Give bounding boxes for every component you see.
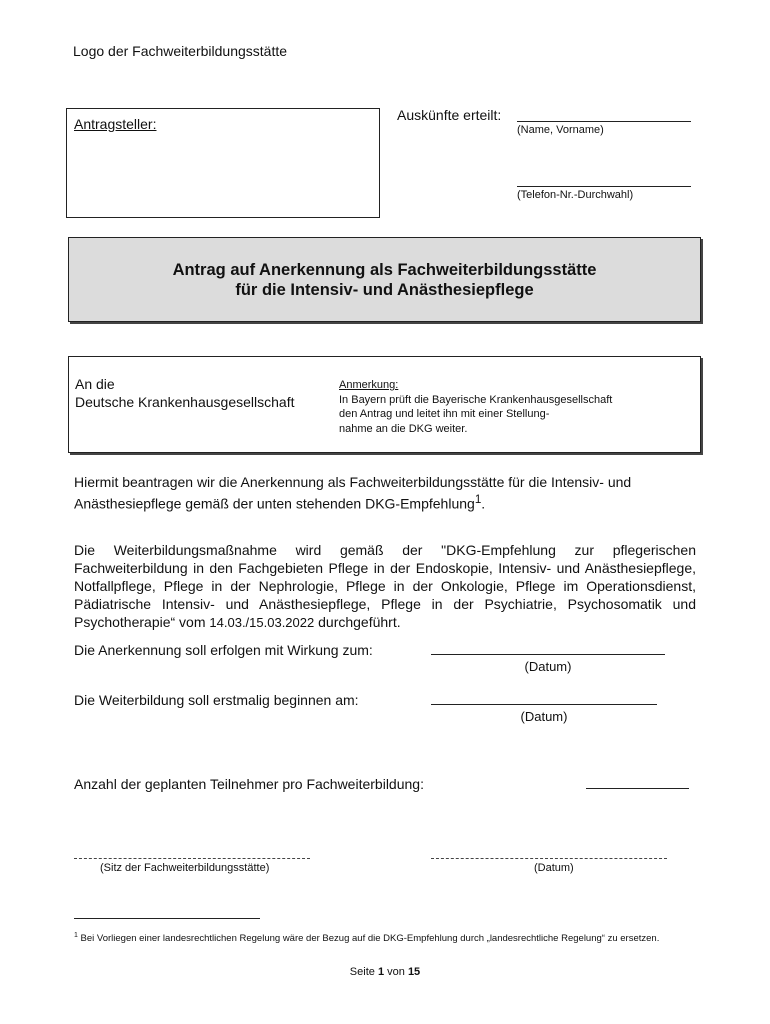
- page-current: 1: [377, 966, 385, 978]
- recipient-line-1: An die: [75, 376, 115, 392]
- recommendation-date: 14.03./15.03.2022: [209, 615, 315, 630]
- para1-end: .: [481, 495, 486, 512]
- page-number: [0, 966, 770, 978]
- page-separator: von: [387, 966, 405, 978]
- page-total: 15: [407, 966, 421, 978]
- start-date-field[interactable]: [431, 704, 657, 705]
- footnote-ref: 1: [474, 493, 482, 506]
- title-line-1: Antrag auf Anerkennung als Fachweiterbildungsstätte: [172, 260, 597, 279]
- application-paragraph: [74, 473, 696, 513]
- title-line-2: für die Intensiv- und Anästhesiepflege: [235, 280, 534, 299]
- start-date-label: Die Weiterbildung soll erstmalig beginnen am:: [74, 692, 359, 708]
- para1-text: Hiermit beantragen wir die Anerkennung als Fachweiterbildungsstätte für die Intensiv- und Anästhesiepflege gemäß der unten stehenden DKG-Empfehlung: [74, 474, 632, 512]
- recipient-box: [68, 356, 701, 453]
- recipient-line-2: Deutsche Krankenhausgesellschaft: [75, 394, 295, 410]
- note-line-1: In Bayern prüft die Bayerische Krankenhausgesellschaft: [339, 393, 613, 406]
- note-heading: Anmerkung:: [339, 379, 399, 391]
- footnote-mark: 1: [74, 932, 78, 939]
- effective-date-label: Die Anerkennung soll erfolgen mit Wirkung zum:: [74, 642, 373, 658]
- recipient-note: [339, 378, 689, 436]
- contact-phone-hint: (Telefon-Nr.-Durchwahl): [517, 189, 634, 201]
- contact-phone-field[interactable]: [517, 186, 691, 187]
- footnote-separator: [74, 918, 260, 919]
- contact-name-hint: (Name, Vorname): [517, 124, 604, 136]
- note-line-3: nahme an die DKG weiter.: [339, 422, 468, 435]
- footnote: [74, 928, 684, 946]
- contact-label: Auskünfte erteilt:: [397, 107, 502, 123]
- para2-text: Die Weiterbildungsmaßnahme wird gemäß der "DKG-Empfehlung zur pflegerischen Fachweiterbildung in den Fachgebieten Pflege in der Endoskopie, Intensiv- und Anästhesiepflege, Notfallpflege, Pflege in der Nephrologie, Pflege in der Onkologie, Pflege im Operationsdienst, Pädiatrische Intensiv- und Anästhesiepflege, Pflege in der Psychiatrie, Psychosomatik und Psychotherapie“ vom: [74, 542, 696, 630]
- contact-name-field[interactable]: [517, 121, 691, 122]
- location-field[interactable]: [74, 858, 310, 859]
- participants-label: Anzahl der geplanten Teilnehmer pro Fachweiterbildung:: [74, 776, 424, 792]
- participants-field[interactable]: [586, 788, 689, 789]
- document-title: [68, 237, 701, 322]
- signature-date-field[interactable]: [431, 858, 667, 859]
- applicant-box[interactable]: [66, 108, 380, 218]
- page-prefix: Seite: [349, 966, 375, 978]
- para2-end: durchgeführt.: [318, 614, 401, 630]
- effective-date-field[interactable]: [431, 654, 665, 655]
- note-line-2: den Antrag und leitet ihn mit einer Stellung-: [339, 408, 550, 420]
- footnote-text: Bei Vorliegen einer landesrechtlichen Regelung wäre der Bezug auf die DKG-Empfehlung durch „landesrechtliche Regelung“ zu ersetzen.: [80, 933, 660, 945]
- logo-placeholder: Logo der Fachweiterbildungsstätte: [73, 43, 288, 59]
- start-date-hint: (Datum): [520, 709, 568, 724]
- signature-date-hint: (Datum): [534, 862, 574, 874]
- applicant-label: Antragsteller:: [74, 116, 157, 132]
- effective-date-hint: (Datum): [524, 659, 572, 674]
- location-hint: (Sitz der Fachweiterbildungsstätte): [100, 862, 270, 874]
- recommendation-paragraph: [74, 541, 696, 632]
- recipient-address: [75, 375, 294, 411]
